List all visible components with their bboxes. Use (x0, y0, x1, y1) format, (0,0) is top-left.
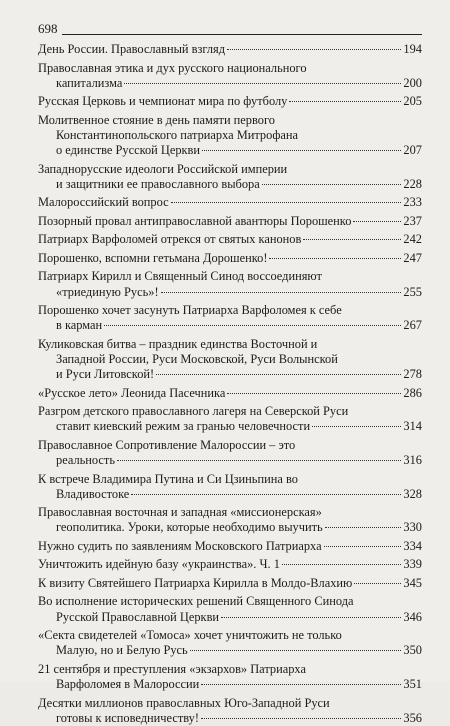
toc-page-number: 194 (403, 42, 422, 56)
toc-entry-title: «Русское лето» Леонида Пасечника (38, 385, 226, 400)
toc-entry-title: Православная этика и дух русского национального (38, 60, 307, 75)
toc-entry-line (38, 94, 422, 109)
toc-entry-line (38, 303, 422, 318)
toc-page-number: 314 (403, 419, 422, 434)
toc-entry-line (38, 195, 422, 210)
dot-leader (227, 48, 401, 50)
dot-leader (124, 82, 401, 84)
toc-page-number: 242 (403, 232, 422, 247)
toc-entry-line (38, 367, 422, 382)
toc-entry-title: Порошенко, вспомни гетьмана Дорошенко! (38, 250, 268, 265)
toc-page-number: 255 (403, 284, 422, 299)
toc-entry (38, 594, 422, 624)
toc-entry (38, 539, 422, 554)
toc-entry-line (38, 177, 422, 192)
dot-leader (171, 201, 402, 203)
toc-entry-line (38, 438, 422, 453)
dot-leader (221, 616, 401, 618)
toc-entry-line (38, 539, 422, 554)
toc-page-number: 345 (403, 575, 422, 590)
toc-entry-title: готовы к исповедничеству! (56, 710, 199, 725)
toc-entry (38, 386, 422, 401)
toc-entry-title: Патриарх Кирилл и Священный Синод воссоединяют (38, 269, 322, 284)
toc-entry (38, 662, 422, 692)
toc-entry-title: и Руси Литовской! (56, 367, 155, 382)
toc-entry-title: Порошенко хочет засунуть Патриарха Варфоломея к себе (38, 303, 342, 318)
toc-entry-line (38, 76, 422, 91)
toc-entry-title: Русская Церковь и чемпионат мира по футболу (38, 94, 288, 109)
dot-leader (289, 100, 401, 102)
toc-entry-line (38, 505, 422, 520)
toc-entry-line (38, 711, 422, 726)
dot-leader (312, 425, 401, 427)
dot-leader (262, 183, 402, 185)
toc-entry-title: Молитвенное стояние в день памяти первого (38, 112, 275, 127)
page-number: 698 (38, 21, 58, 36)
toc-page-number: 233 (403, 195, 422, 210)
toc-entry-line (38, 696, 422, 711)
toc-page-number: 278 (403, 367, 422, 382)
dot-leader (190, 649, 402, 651)
toc-entry-line (38, 269, 422, 284)
toc-entry-title: Во исполнение исторических решений Священного Синода (38, 594, 354, 609)
toc-entry-line (38, 143, 422, 158)
dot-leader (104, 324, 401, 326)
toc-page-number: 350 (403, 643, 422, 658)
toc-entry (38, 505, 422, 535)
toc-entry (38, 438, 422, 468)
toc-entry-title: 21 сентября и преступления «экзархов» Патриарха (38, 661, 306, 676)
toc-page-number: 346 (403, 609, 422, 624)
toc-entry (38, 269, 422, 299)
toc-entry-line (38, 576, 422, 591)
toc-entry-title: Нужно судить по заявлениям Московского Патриарха (38, 538, 322, 553)
toc-entry-title: «триединую Русь»! (56, 284, 159, 299)
toc-entry-title: реальность (56, 453, 115, 468)
toc-entry-title: ставит киевский режим за гранью человечности (56, 419, 311, 434)
toc-entry-title: Разгром детского православного лагеря на Северской Руси (38, 404, 349, 419)
toc-entry-title: Константинопольского патриарха Митрофана (56, 127, 298, 142)
toc-entry (38, 472, 422, 502)
toc-entry-title: Уничтожить идейную базу «украинства». Ч. 1 (38, 557, 280, 572)
toc-page-number: 316 (403, 453, 422, 468)
toc-entry-line (38, 419, 422, 434)
toc-entry-title: Православная восточная и западная «миссионерская» (38, 505, 322, 520)
toc-entry-line (38, 285, 422, 300)
toc-entry-line (38, 487, 422, 502)
toc-entry-line (38, 472, 422, 487)
toc-entry (38, 195, 422, 210)
dot-leader (227, 392, 401, 394)
toc-entry-title: Варфоломея в Малороссии (56, 677, 200, 692)
toc-entry-title: Патриарх Варфоломей отрекся от святых канонов (38, 232, 302, 247)
toc-page-number: 247 (403, 250, 422, 265)
toc-page-number: 207 (403, 143, 422, 158)
dot-leader (202, 149, 401, 151)
toc-entry (38, 232, 422, 247)
dot-leader (354, 582, 401, 584)
toc-entry-title: Позорный провал антиправославной авантюры Порошенко (38, 213, 352, 228)
toc-entry-title: Западнорусские идеологи Российской империи (38, 161, 288, 176)
page-header (38, 22, 422, 36)
toc-entry-title: Малороссийский вопрос (38, 195, 169, 210)
dot-leader (325, 526, 402, 528)
toc-entry-title: и защитники ее православного выбора (56, 176, 260, 191)
toc-page-number: 267 (403, 318, 422, 333)
toc-entry-line (38, 628, 422, 643)
toc-entry-title: в карман (56, 318, 103, 333)
dot-leader (117, 459, 401, 461)
toc-entry-title: Русской Православной Церкви (56, 609, 220, 624)
toc-entry-line (38, 557, 422, 572)
toc-entry (38, 251, 422, 266)
toc-entry-title: День России. Православный взгляд (38, 42, 226, 56)
toc-entry-line (38, 61, 422, 76)
toc-entry (38, 557, 422, 572)
toc-entry-line (38, 113, 422, 128)
toc-entry-title: К встрече Владимира Путина и Си Цзиньпина во (38, 471, 298, 486)
toc-entry (38, 404, 422, 434)
dot-leader (131, 493, 401, 495)
toc-entry-line (38, 677, 422, 692)
table-of-contents (38, 42, 422, 726)
header-rule (62, 34, 423, 35)
dot-leader (156, 373, 401, 375)
dot-leader (201, 717, 401, 719)
toc-entry (38, 42, 422, 57)
toc-entry-title: Православное Сопротивление Малороссии – это (38, 437, 296, 452)
toc-page-number: 237 (403, 213, 422, 228)
toc-entry (38, 303, 422, 333)
toc-entry-title: Куликовская битва – праздник единства Восточной и (38, 336, 318, 351)
dot-leader (161, 291, 402, 293)
toc-page-number: 334 (403, 538, 422, 553)
toc-entry (38, 162, 422, 192)
dot-leader (269, 257, 401, 259)
dot-leader (353, 220, 401, 222)
dot-leader (282, 563, 401, 565)
toc-page-number: 356 (403, 710, 422, 725)
toc-entry-line (38, 251, 422, 266)
toc-page-number: 286 (403, 385, 422, 400)
toc-page-number: 328 (403, 486, 422, 501)
toc-entry-line (38, 337, 422, 352)
toc-entry-title: капитализма (56, 75, 123, 90)
toc-entry-line (38, 318, 422, 333)
toc-page-number: 351 (403, 677, 422, 692)
toc-entry-line (38, 352, 422, 367)
toc-page-number: 339 (403, 557, 422, 572)
toc-page-number: 205 (403, 94, 422, 109)
toc-entry (38, 628, 422, 658)
toc-entry-line (38, 162, 422, 177)
toc-entry-title: о единстве Русской Церкви (56, 143, 201, 158)
toc-entry-line (38, 643, 422, 658)
toc-entry-title: Владивостоке (56, 486, 130, 501)
toc-entry (38, 61, 422, 91)
toc-entry-line (38, 128, 422, 143)
dot-leader (324, 545, 402, 547)
toc-entry-title: Западной России, Руси Московской, Руси Волынской (56, 351, 338, 366)
dot-leader (303, 238, 401, 240)
toc-entry-line (38, 594, 422, 609)
toc-entry (38, 337, 422, 383)
toc-page-number: 228 (403, 176, 422, 191)
toc-entry-line (38, 386, 422, 401)
toc-entry-line (38, 453, 422, 468)
toc-entry (38, 94, 422, 109)
toc-entry-line (38, 42, 422, 57)
toc-entry-line (38, 610, 422, 625)
toc-entry-line (38, 232, 422, 247)
toc-entry-title: «Секта свидетелей «Томоса» хочет уничтожить не только (38, 628, 342, 643)
toc-entry-line (38, 214, 422, 229)
toc-entry (38, 696, 422, 726)
toc-page-number: 330 (403, 520, 422, 535)
toc-entry-line (38, 520, 422, 535)
toc-page-number: 200 (403, 75, 422, 90)
toc-entry-line (38, 662, 422, 677)
toc-entry-title: К визиту Святейшего Патриарха Кирилла в Молдо-Влахию (38, 575, 353, 590)
toc-entry (38, 576, 422, 591)
toc-entry (38, 113, 422, 159)
toc-entry-title: геополитика. Уроки, которые необходимо выучить (56, 520, 323, 535)
toc-entry (38, 214, 422, 229)
toc-entry-line (38, 404, 422, 419)
toc-entry-title: Малую, но и Белую Русь (56, 643, 188, 658)
dot-leader (201, 683, 401, 685)
toc-entry-title: Десятки миллионов православных Юго-Западной Руси (38, 695, 330, 710)
